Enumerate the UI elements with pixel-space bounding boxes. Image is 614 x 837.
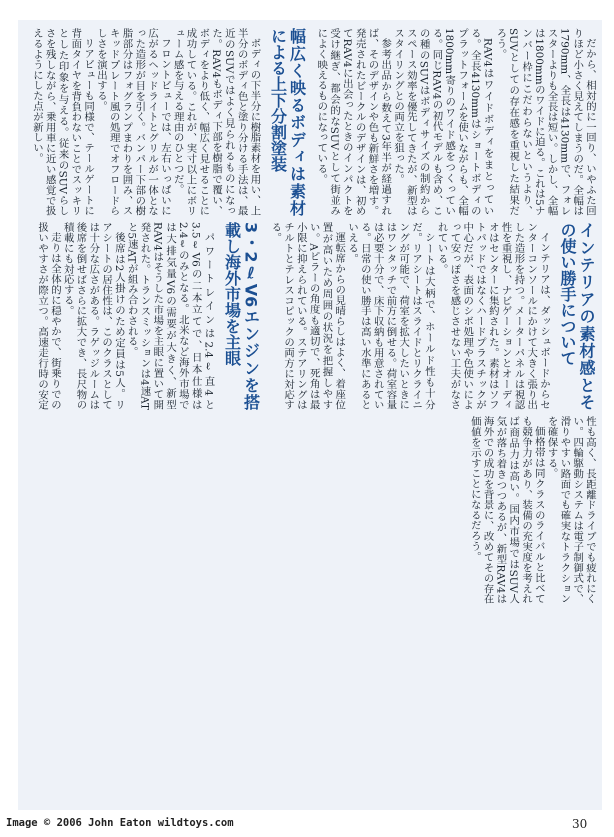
body-paragraph: インテリアは、ダッシュボードからセンターコンソールにかけて大きく張り出した造形を持つ。メーターパネルは視認性を重視し、ナビゲーションとオーディオはセンターに集約された。素材はソフトパッドではなくハードプラスチックが中心だが、表面のシボ処理や色使いによって安っぽさを感じさせない工夫がなされている。	[435, 222, 550, 410]
body-paragraph: フロントビューでは、左右いっぱいに広がるヘッドライトとグリルが一体となった造形が目を引く。バンパー下部の樹脂部分はフォグランプまわりを囲み、スキッドプレート風の処理でオフロードらしさを演出する。	[94, 28, 171, 216]
section-heading: 幅広く映るボディは素材による上下分割塗装	[268, 28, 307, 216]
body-paragraph: 価格帯は同クラスのライバルと比べても競争力があり、装備の充実度を考えれば商品力は高い。国内市場ではSUV人気が落ち着きつつあるが、新型RAV4は海外での成功を背景に、改めてその存在価値を示すことになるだろう。	[468, 416, 545, 604]
body-paragraph: シートは大柄で、ホールド性も十分だ。リアシートはスライドとリクライニングが可能で、荷室を拡大したいときにはワンタッチで前方に倒せる。荷室容量は必要十分で、床下収納も用意されている。日常の使い勝手は高い水準にあるといえる。	[346, 222, 435, 410]
body-paragraph: だから、相対的に一回り、いやふた回りほど小さく見えてしまうのだ。全幅は1790mm、全長は4130mmで、フォレスターよりも全長は短い。しかし、全幅は1800mmのワイドに迫る。これは5ナンバー枠にこだわらないというより、SUVとしての存在感を重視した結果だろう。	[494, 28, 596, 216]
body-paragraph: パワートレインは2.4ℓ直4と3.5ℓV6の二本立てで、日本仕様は2.4ℓのみとなる。北米など海外市場では大排気量V6の需要が大きく、新型RAV4はそうした市場を主眼に置いて開発された。トランスミッションは4速ATと5速ATが組み合わされる。	[125, 222, 215, 410]
body-paragraph: RAV4はワイドボディをまとっている。全長4130mmはショートボディのプラットフォームを使いながらも、全幅1800mm寄りのワイド感をつくっている。同じRAV4の初代モデルも含め、この種のSUVはボディサイズの制約からスペース効率を優先してきたが、新型はスタイリングとの両立を狙った。	[392, 28, 494, 216]
page-number: 30	[572, 817, 588, 831]
body-paragraph: 走りは全体的に穏やかで、街乗りでの扱いやすさが際立つ。高速走行時の安定性も高く、長距離ドライブでも疲れにくい。四輪駆動システムは電子制御式で、滑りやすい路面でも確実なトラクションを確保する。	[36, 222, 596, 604]
image-credit: Image © 2006 John Eaton wildtoys.com	[6, 817, 234, 829]
body-paragraph: リアビューも同様で、テールゲートに背面タイヤを背負わないことでスッキリとした印象を与える。従来のSUVらしさを残しながら、乗用車に近い感覚で扱えるようにした点が新しい。	[30, 28, 95, 216]
section-heading: 3・2ℓV6エンジンを搭載し海外市場を主眼	[222, 222, 261, 410]
magazine-page	[18, 20, 602, 810]
body-paragraph: 後席は2人掛けのため定員は5人。リアシートの居住性は、このクラスとしては十分な広さがある。ラゲッジルームは後席を倒せばさらに拡大でき、長尺物の積載にも対応する。	[61, 222, 125, 410]
article-body	[26, 28, 596, 798]
body-paragraph: ボディの下半分に樹脂素材を用い、上半分のボディ色と塗り分ける手法は、最近のSUVではよく見られるものになった。RAV4もボディ下部を樹脂で覆い、ボディをより低く、幅広く見せることに成功している。これが、実寸以上にボリューム感を与える理由のひとつだ。	[171, 28, 261, 216]
body-paragraph: 運転席からの見晴らしはよく、着座位置が高いため周囲の状況を把握しやすい。Aピラーの角度も適切で、死角は最小限に抑えられている。ステアリングはチルトとテレスコピックの両方に対応する。	[269, 222, 346, 410]
section-heading: インテリアの素材感とその使い勝手について	[558, 222, 596, 410]
body-paragraph: 参考出品から数えて3年半が経過すれば、そのデザインや色も新鮮さを増す。発売されたビークルのデザインは、初めてRAV4に出会ったときのインパクトを受け継ぎ、都会的なSUVとして街並みによく映えるものになっている。	[315, 28, 392, 216]
